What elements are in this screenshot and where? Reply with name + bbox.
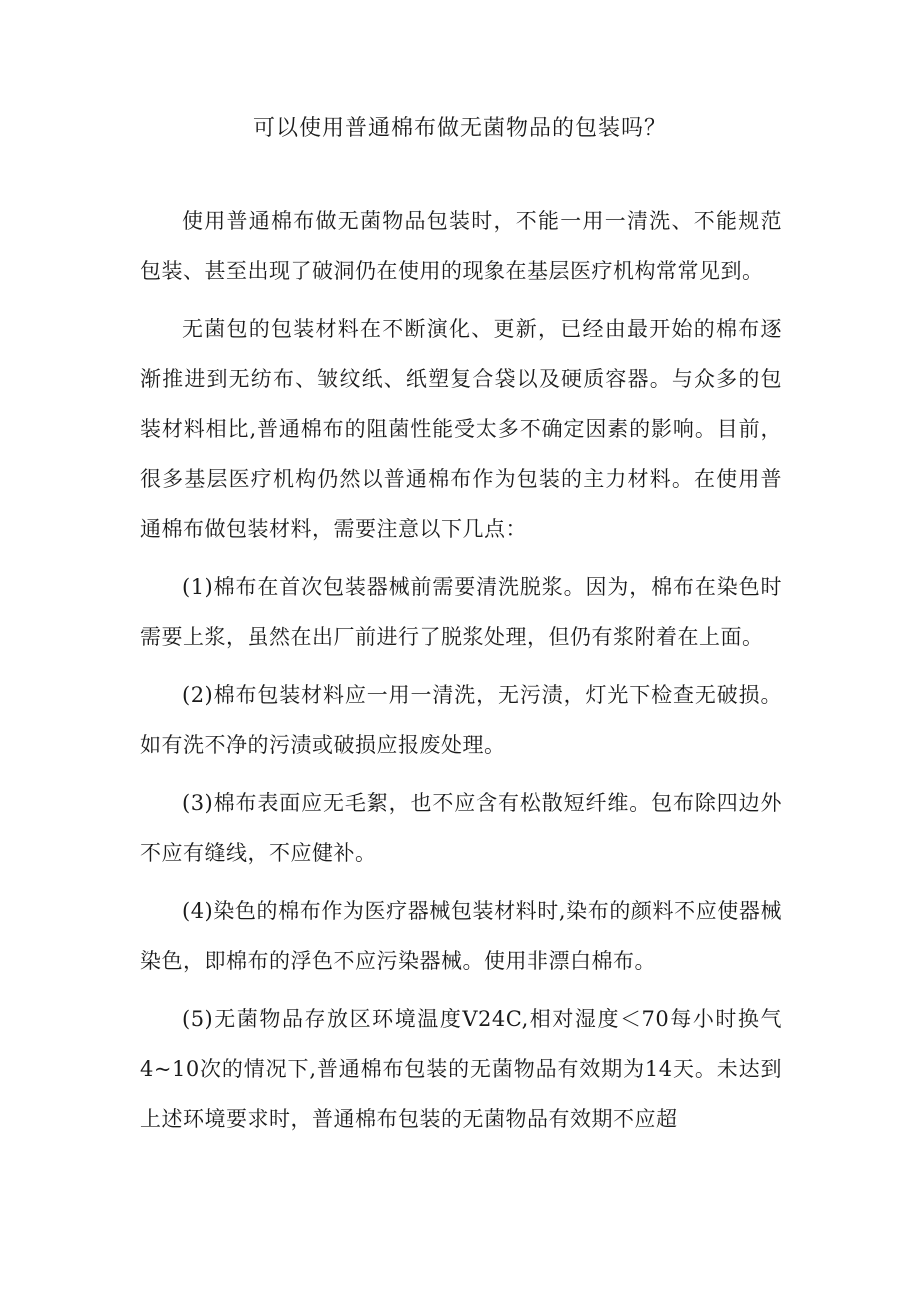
paragraph-intro: 使用普通棉布做无菌物品包装时，不能一用一清洗、不能规范包装、甚至出现了破洞仍在使用的现象在基层医疗机构常常见到。 — [140, 209, 782, 283]
paragraph-point-1: (1)棉布在首次包装器械前需要清洗脱浆。因为，棉布在染色时需要上浆，虽然在出厂前进行了脱浆处理，但仍有浆附着在上面。 — [140, 575, 782, 649]
paragraph-point-4: (4)染色的棉布作为医疗器械包装材料时,染布的颜料不应使器械染色，即棉布的浮色不应污染器械。使用非漂白棉布。 — [140, 899, 782, 973]
document-title: 可以使用普通棉布做无菌物品的包装吗？ — [252, 116, 667, 141]
paragraph-point-2: (2)棉布包装材料应一用一清洗，无污渍，灯光下检查无破损。如有洗不净的污渍或破损应报废处理。 — [140, 683, 782, 757]
paragraph-point-3: (3)棉布表面应无毛絮，也不应含有松散短纤维。包布除四边外不应有缝线，不应健补。 — [140, 791, 782, 865]
paragraph-point-5: (5)无菌物品存放区环境温度V24C,相对湿度＜70每小时换气4~10次的情况下,普通棉布包装的无菌物品有效期为14天。未达到上述环境要求时，普通棉布包装的无菌物品有效期不应超 — [140, 1007, 782, 1131]
paragraph-background: 无菌包的包装材料在不断演化、更新，已经由最开始的棉布逐渐推进到无纺布、皱纹纸、纸塑复合袋以及硬质容器。与众多的包装材料相比,普通棉布的阻菌性能受太多不确定因素的影响。目前，很多基层医疗机构仍然以普通棉布作为包装的主力材料。在使用普通棉布做包装材料，需要注意以下几点： — [140, 317, 782, 541]
document-body — [140, 196, 782, 1152]
